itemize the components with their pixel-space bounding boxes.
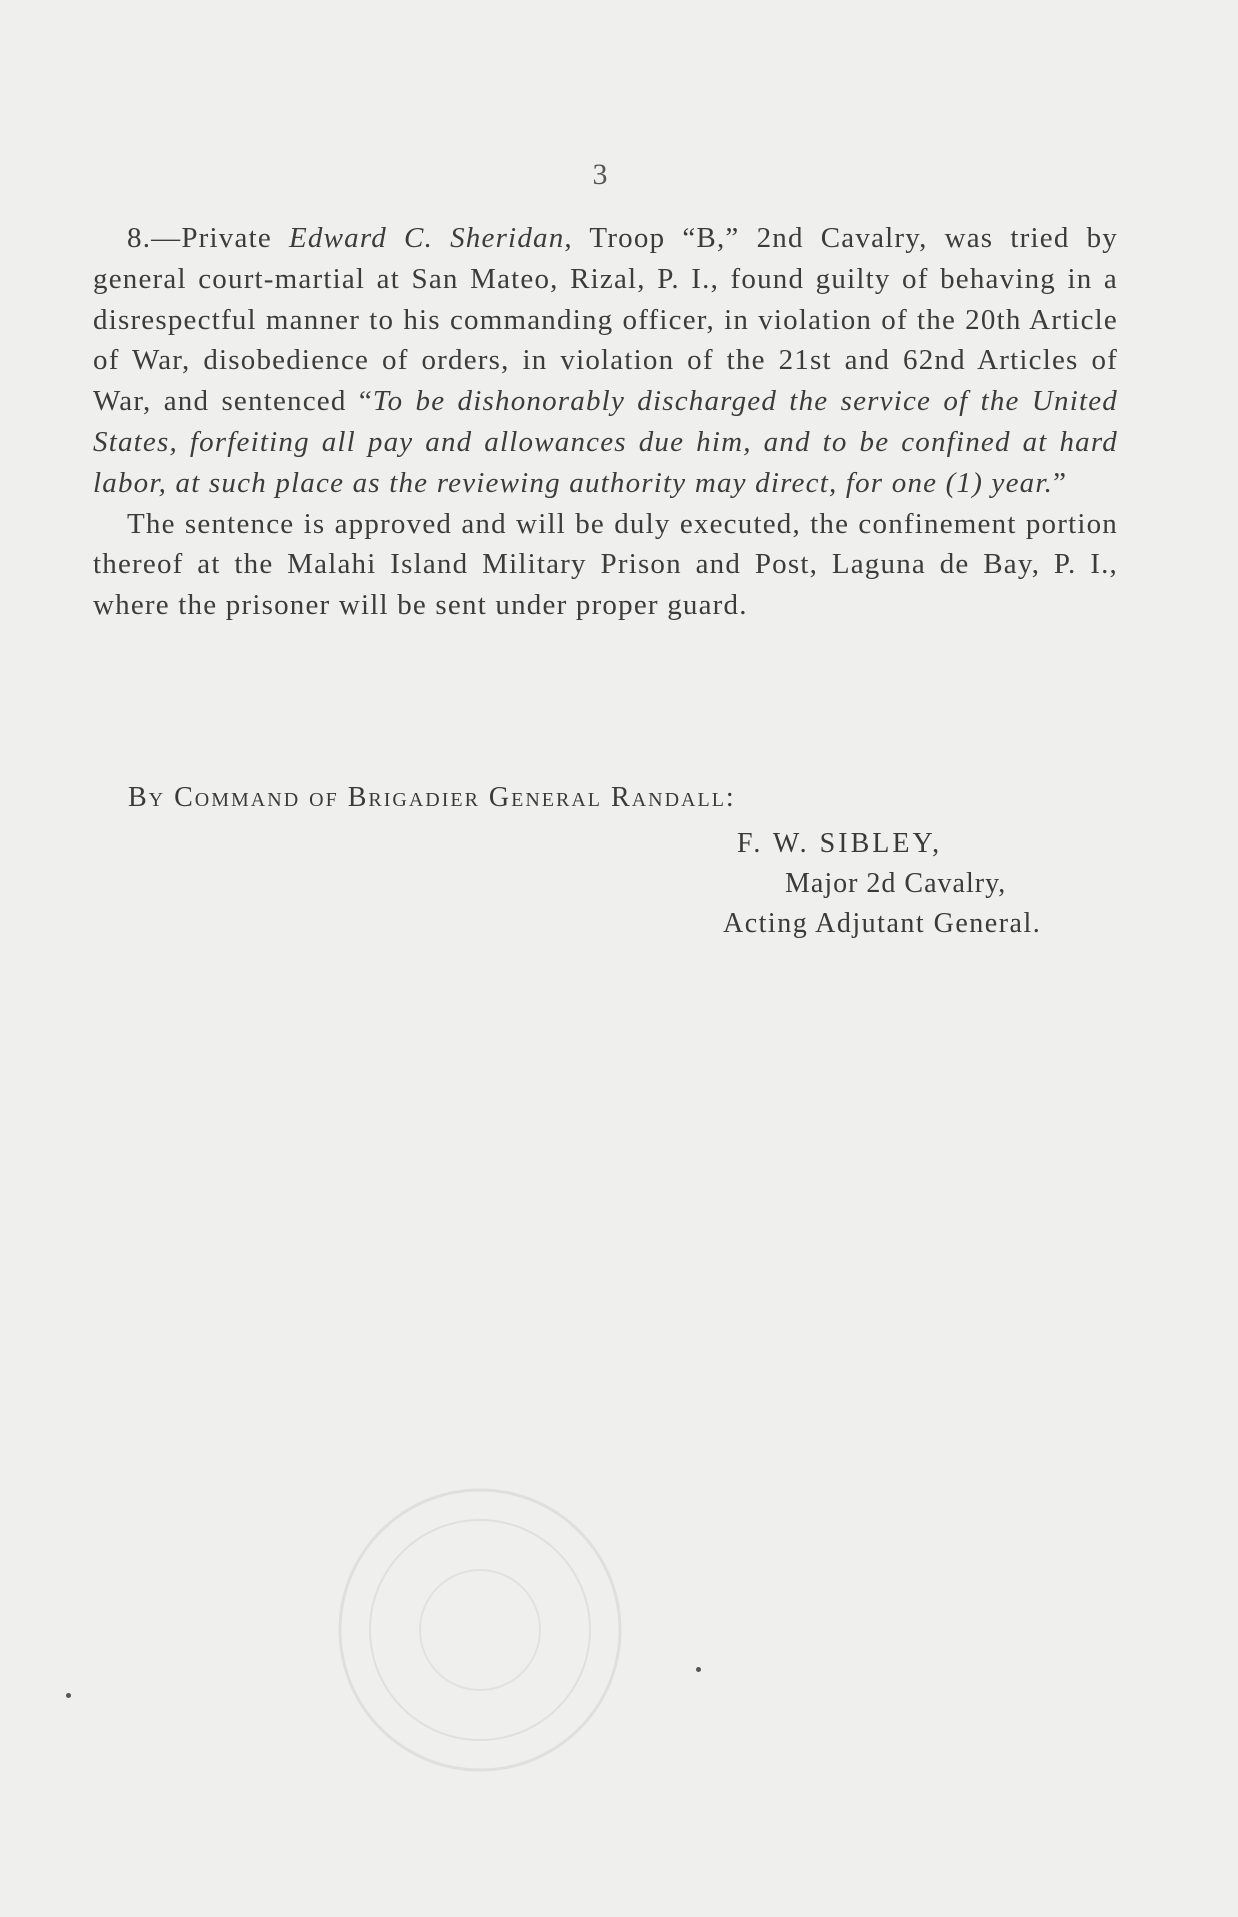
order-body	[93, 218, 1118, 626]
paragraph-1-lead: 8.—Private	[127, 222, 289, 254]
embossed-seal	[330, 1480, 630, 1780]
paper-speck	[66, 1693, 71, 1698]
private-name: Edward C. Sheridan	[288, 222, 565, 254]
signatory-rank: Major 2d Cavalry,	[785, 868, 1007, 899]
paper-speck	[696, 1667, 701, 1672]
page-number: 3	[592, 158, 608, 191]
paragraph-2: The sentence is approved and will be duly executed, the confinement portion thereof at the Malahi Island Military Prison and Post, Laguna de Bay, P. I., where the prisoner will be sent under proper guard.	[93, 507, 1118, 622]
command-line: By Command of Brigadier General Randall:	[128, 782, 736, 813]
signature-block	[723, 824, 1041, 944]
paragraph-1-closing: ”	[1053, 466, 1068, 499]
paragraph-1-body: , Troop “B,” 2nd Cavalry, was tried by general court-martial at San Mateo, Rizal, P. I., found guilty of behaving in a disrespectful manner to his commanding officer, in violation of the 20th Article of War, disobedience of orders, in violation of the 21st and 62nd Articles of War, and sentenced “	[93, 222, 1118, 418]
signatory-title: Acting Adjutant General.	[723, 908, 1042, 939]
sentence-text: To be dishonorably discharged the service of the United States, forfeiting all pay and allowances due him, and to be confined at hard labor, at such place as the reviewing authority may direct, for one (1) year.	[93, 385, 1118, 499]
paragraph-1	[93, 218, 1118, 504]
signatory-name: F. W. SIBLEY,	[737, 828, 943, 859]
